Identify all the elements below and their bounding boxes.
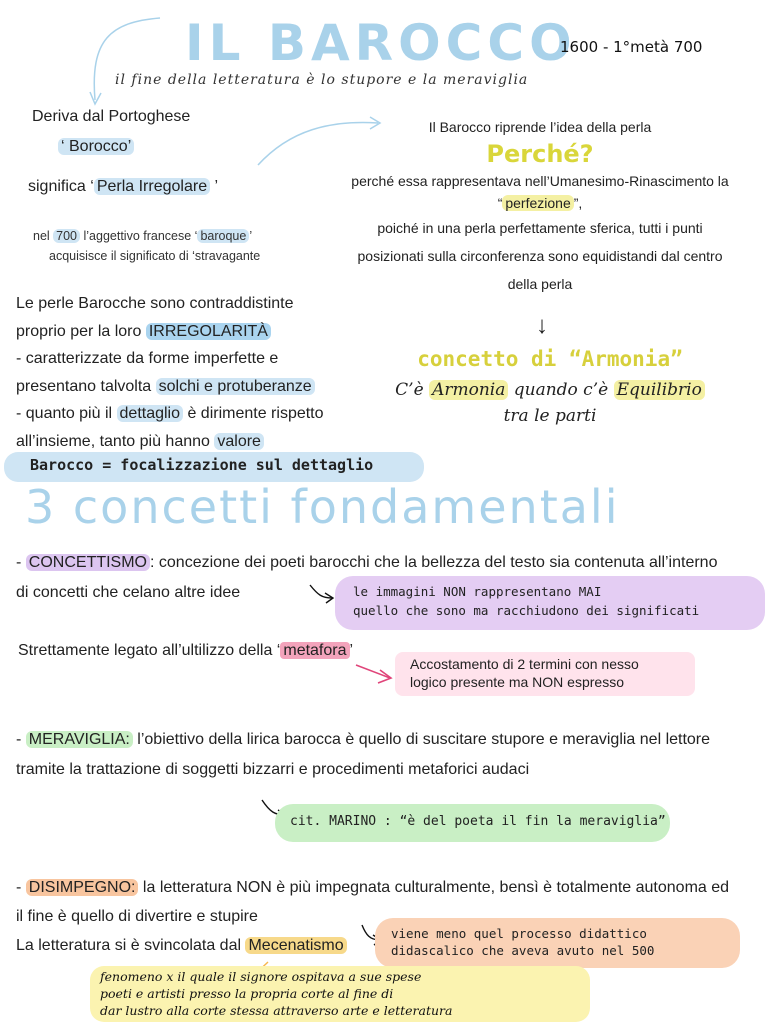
perla-irregolare-highlight: Perla Irregolare <box>94 178 210 195</box>
armonia-definition: C’è Armonia quando c’è Equilibrio tra le parti <box>360 380 740 426</box>
focus-statement: Barocco = focalizzazione sul dettaglio <box>30 456 374 474</box>
disimpegno-term: DISIMPEGNO: <box>26 879 139 896</box>
mecenatismo-note: fenomeno x il quale il signore ospitava a sue spese poeti e artisti presso la propria corte al fine di dar lustro alla corte stessa attraverso arte e letteratura <box>100 969 453 1018</box>
armonia-concept: concetto di “Armonia” <box>417 347 683 371</box>
etymology-line: Deriva dal Portoghese <box>32 108 191 125</box>
metafora-note: Accostamento di 2 termini con nesso logico presente ma NON espresso <box>410 656 639 690</box>
page-title: IL BAROCCO <box>185 14 577 72</box>
significa-line: significa ‘ Perla Irregolare ’ <box>28 178 219 195</box>
meraviglia-term: MERAVIGLIA: <box>26 731 133 748</box>
metafora-line: Strettamente legato all’ultilizzo della ‘ metafora ’ <box>18 642 354 659</box>
date-range: 1600 - 1°metà 700 <box>560 38 703 56</box>
pink-arrow-icon <box>356 665 390 678</box>
disimpegno-bubble: viene meno quel processo didattico didascalico che aveva avuto nel 500 <box>375 918 740 968</box>
etymology-word: ‘ Borocco’ <box>58 133 134 160</box>
section-title: 3 concetti fondamentali <box>25 480 620 534</box>
disimpegno-block: - DISIMPEGNO: la letteratura NON è più impegnata culturalmente, bensì è totalmente autonoma ed il fine è quello di divertire e stupire La letteratura si è svincolata dal Mecenatismo <box>16 879 730 954</box>
down-arrow-icon: ↓ <box>536 312 548 339</box>
perche-heading: Perché? <box>486 140 594 168</box>
baroque-pearls: Le perle Barocche sono contraddistinte proprio per la loro IRREGOLARITÀ - caratterizzate da forme imperfette e presentano talvolta solchi e protuberanze - quanto più il dettaglio è dirimente rispetto all’insieme, tanto più hanno valore <box>16 295 324 450</box>
etymology-note: nel 700 l’aggettivo francese ‘ baroque ’ acquisisce il significato di ‘stravagante <box>33 229 261 263</box>
subtitle: il fine della letteratura è lo stupore e la meraviglia <box>115 72 529 88</box>
marino-citation: cit. MARINO : “è del poeta il fin la meraviglia” <box>290 814 666 829</box>
concettismo-block: - CONCETTISMO : concezione dei poeti barocchi che la bellezza del testo sia contenuta all’interno di concetti che celano altre idee <box>16 554 718 601</box>
meraviglia-block: - MERAVIGLIA: l’obiettivo della lirica barocca è quello di suscitare stupore e meraviglia nel lettore tramite la trattazione di soggetti bizzarri e procedimenti metaforici audaci <box>16 731 711 778</box>
pearl-explanation: Il Barocco riprende l’idea della perla Perché? perché essa rappresentava nell’Umanesimo-Rinascimento la “ perfezione ”, poiché in una perla perfettamente sferica, tutti i punti posizionati sulla circonferenza sono equidistandi dal centro della perla <box>330 116 750 298</box>
concettismo-bubble: le immagini NON rappresentano MAI quello che sono ma racchiudono dei significati <box>335 576 765 630</box>
concettismo-term: CONCETTISMO <box>26 554 150 571</box>
